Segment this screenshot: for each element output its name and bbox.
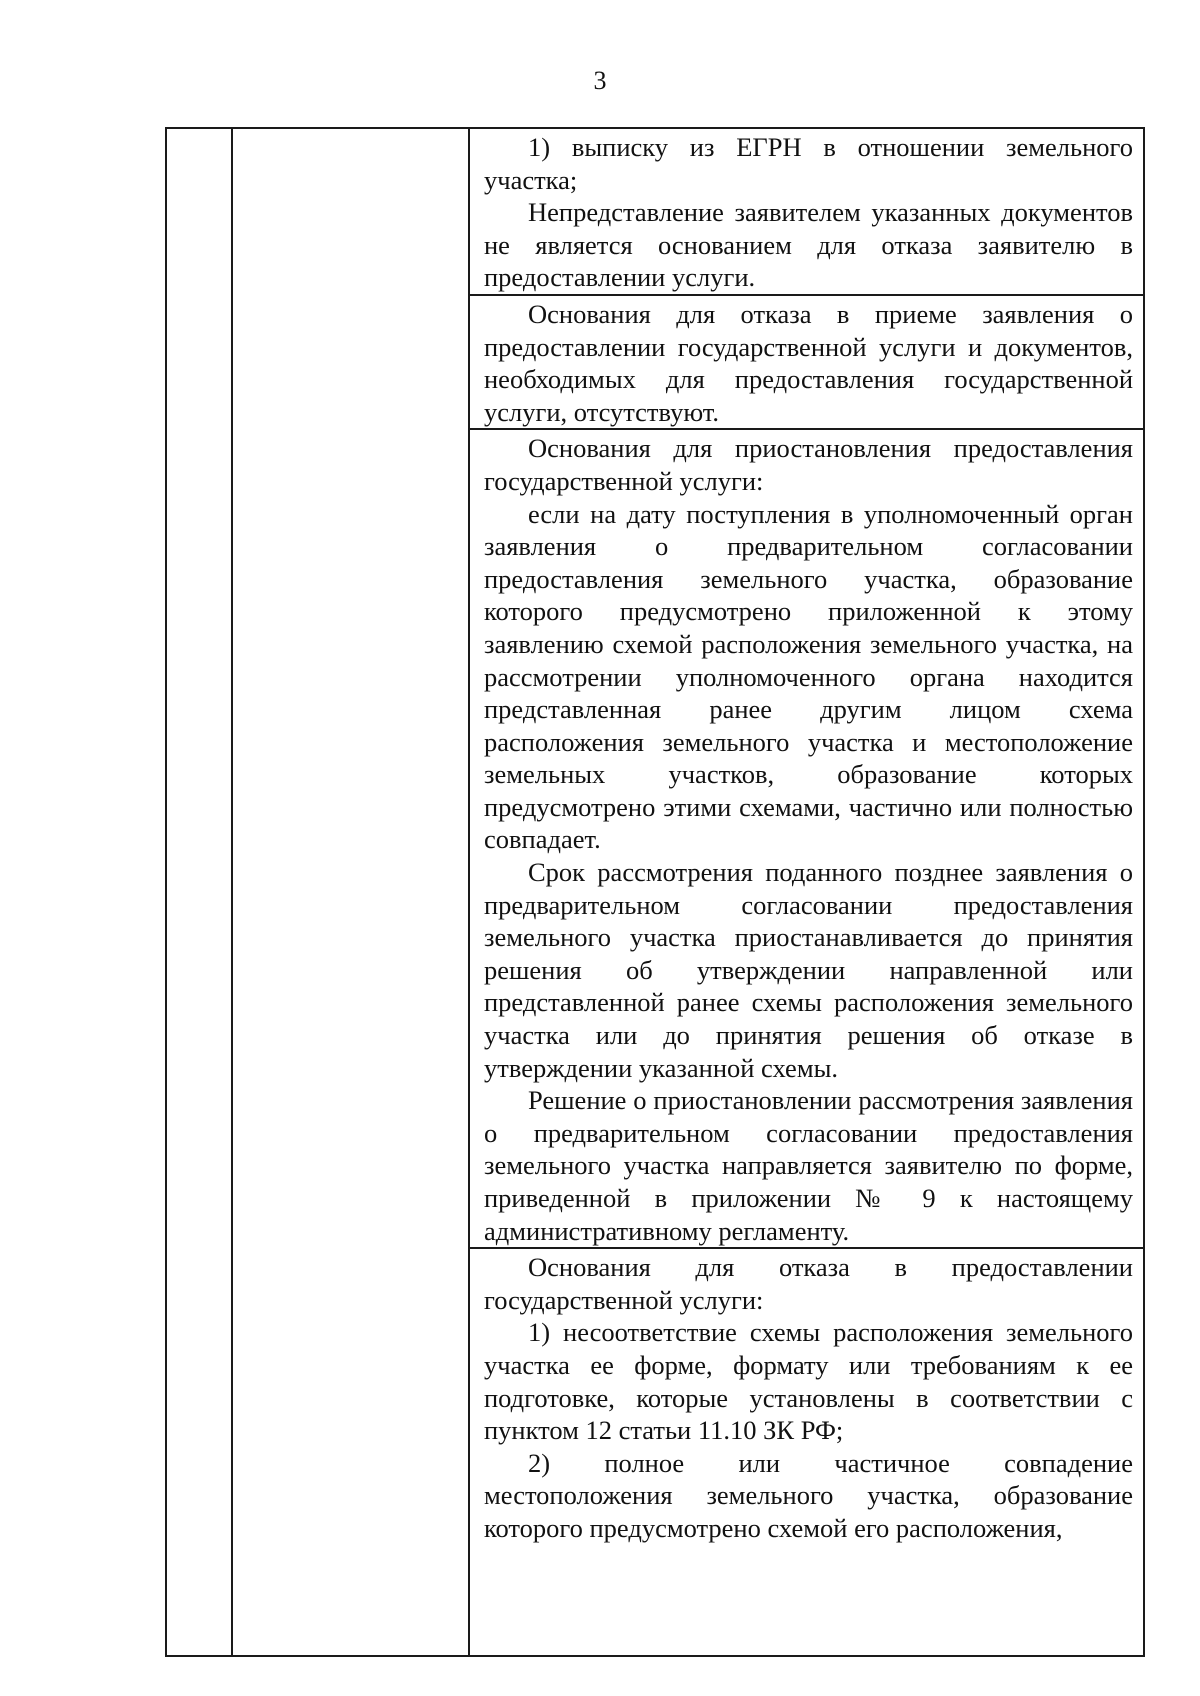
paragraph: если на дату поступления в уполномоченный орган заявления о предварительном согласовании предоставления земельного участка, образование которого предусмотрено приложенной к этому заявлению схемой расположения земельного участка, на рассмотрении уполномоченного органа находится представленная ранее другим лицом схема расположения земельного участка и местоположение земельных участков, образование которых предусмотрено этими схемами, частично или полностью совпадает. (484, 498, 1133, 855)
paragraph: Решение о приостановлении рассмотрения заявления о предварительном согласовании предоставления земельного участка направляется заявителю по форме, приведенной в приложении № 9 к настоящему административному регламенту. (484, 1085, 1133, 1246)
paragraph: Основания для приостановления предоставления государственной услуги: (484, 433, 1133, 496)
paragraph: Непредставление заявителем указанных документов не является основанием для отказа заявителю в предоставлении услуги. (484, 197, 1133, 293)
paragraph: 1) выписку из ЕГРН в отношении земельного участка; (484, 132, 1133, 195)
paragraph: 2) полное или частичное совпадение местоположения земельного участка, образование которого предусмотрено схемой его расположения, (484, 1447, 1133, 1543)
paragraph: 1) несоответствие схемы расположения земельного участка ее форме, формату или требованиям к ее подготовке, которые установлены в соответствии с пунктом 12 статьи 11.10 ЗК РФ; (484, 1317, 1133, 1446)
table-row (166, 128, 1144, 295)
empty-column-cell-2 (232, 128, 469, 1656)
table-cell (469, 295, 1144, 429)
regulation-table (165, 127, 1145, 1657)
table-cell (469, 1248, 1144, 1656)
paragraph: Основания для отказа в предоставлении государственной услуги: (484, 1252, 1133, 1315)
paragraph: Срок рассмотрения поданного позднее заявления о предварительном согласовании предоставления земельного участка приостанавливается до принятия решения об утверждении направленной или представленной ранее схемы расположения земельного участка или до принятия решения об отказе в утверждении указанной схемы. (484, 857, 1133, 1083)
table-cell (469, 429, 1144, 1248)
table-cell (469, 128, 1144, 295)
page-number: 3 (593, 66, 607, 95)
empty-column-cell-1 (166, 128, 232, 1656)
paragraph: Основания для отказа в приеме заявления о предоставлении государственной услуги и документов, необходимых для предоставления государственной услуги, отсутствуют. (484, 298, 1133, 427)
